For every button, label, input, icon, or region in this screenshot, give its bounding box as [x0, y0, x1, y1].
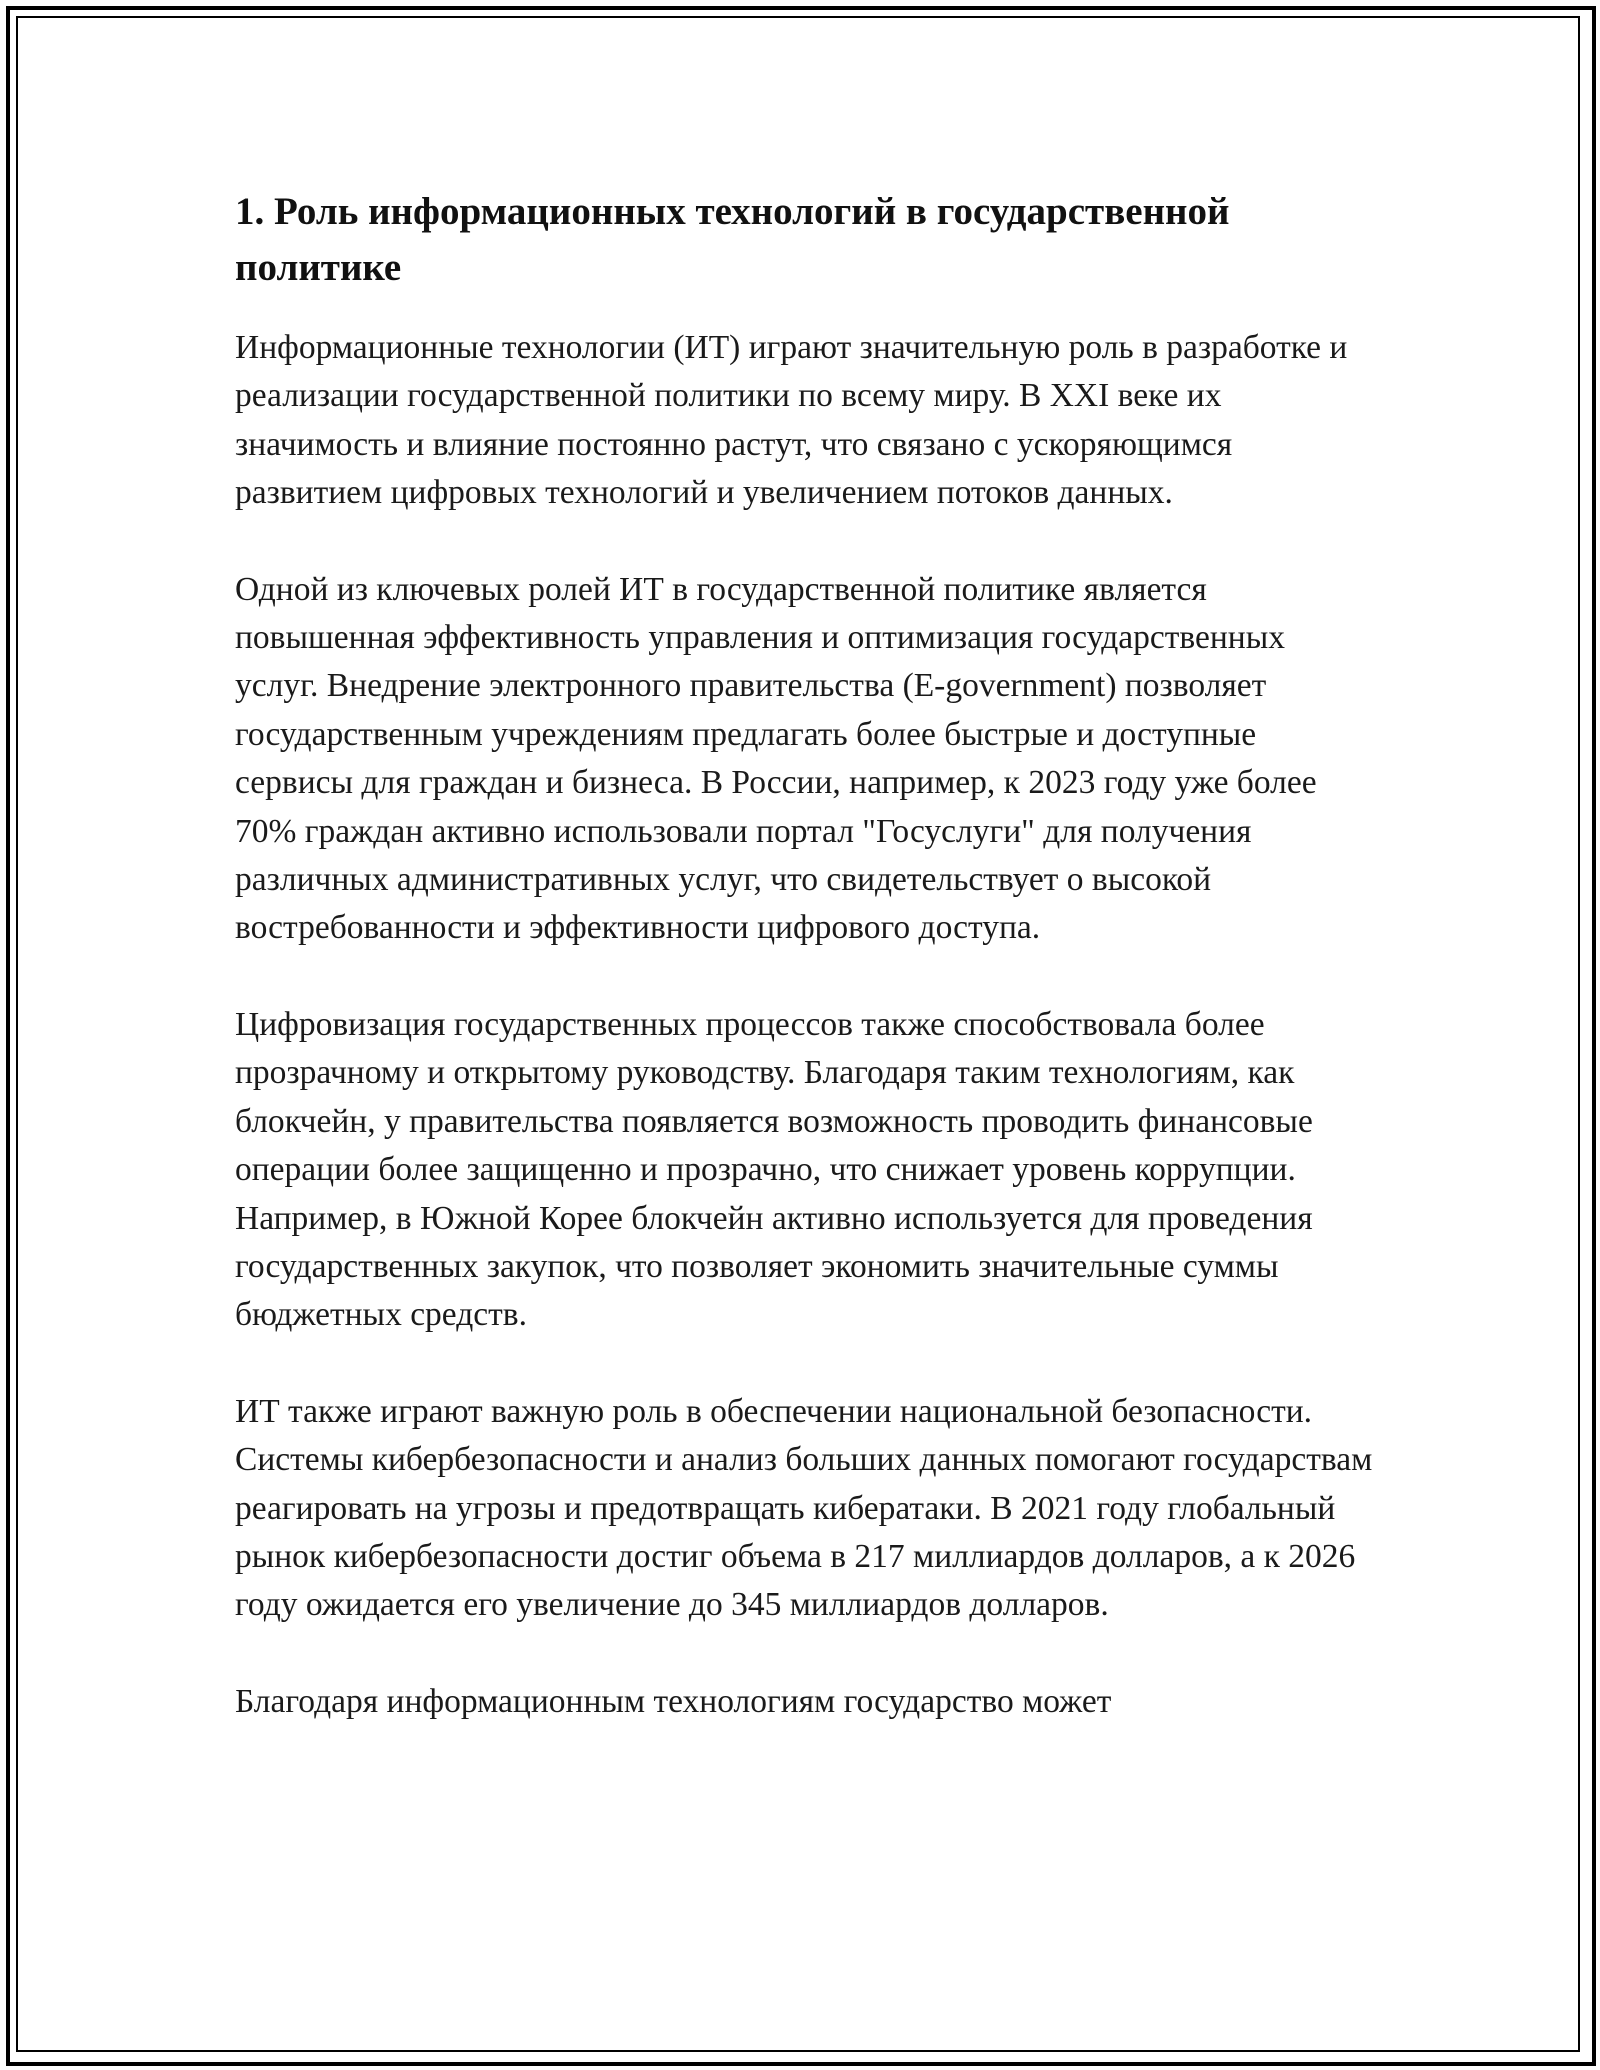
document-body [235, 184, 1375, 1726]
paragraph-e-government: Одной из ключевых ролей ИТ в государственной политике является повышенная эффективность управления и оптимизация государственных услуг. Внедрение электронного правительства (E-government) позволяет государственным учреждениям предлагать более быстрые и доступные сервисы для граждан и бизнеса. В России, например, к 2023 году уже более 70% граждан активно использовали портал "Госуслуги" для получения различных административных услуг, что свидетельствует о высокой востребованности и эффективности цифрового доступа. [235, 570, 1317, 947]
paragraph-it-role-intro: Информационные технологии (ИТ) играют значительную роль в разработке и реализации государственной политики по всему миру. В XXI веке их значимость и влияние постоянно растут, что связано с ускоряющимся развитием цифровых технологий и увеличением потоков данных. [235, 329, 1348, 512]
section-heading: 1. Роль информационных технологий в государственной политике [235, 190, 1230, 289]
paragraph-national-security: ИТ также играют важную роль в обеспечении национальной безопасности. Системы кибербезопасности и анализ больших данных помогают государствам реагировать на угрозы и предотвращать кибератаки. В 2021 году глобальный рынок кибербезопасности достиг объема в 217 миллиардов долларов, а к 2026 году ожидается его увеличение до 345 миллиардов долларов. [235, 1392, 1373, 1624]
paragraph-digitalization-transparency: Цифровизация государственных процессов также способствовала более прозрачному и открытому руководству. Благодаря таким технологиям, как блокчейн, у правительства появляется возможность проводить финансовые операции более защищенно и прозрачно, что снижает уровень коррупции. Например, в Южной Корее блокчейн активно используется для проведения государственных закупок, что позволяет экономить значительные суммы бюджетных средств. [235, 1005, 1313, 1334]
paragraph-conclusion-start: Благодаря информационным технологиям государство может [235, 1682, 1112, 1720]
